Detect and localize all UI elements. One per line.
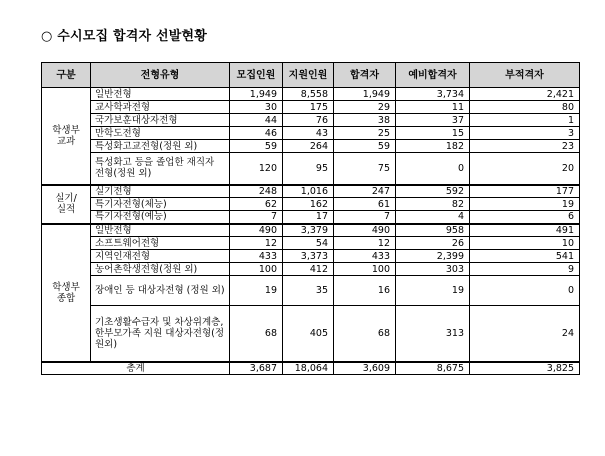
- value-cell: 412: [283, 263, 334, 276]
- admission-type-cell: 기초생활수급자 및 차상위계층, 한부모가족 지원 대상자전형(정원외): [91, 306, 230, 362]
- column-header: 구분: [42, 63, 91, 88]
- admission-type-cell: 특성화고 등을 졸업한 재직자 전형(정원 외): [91, 153, 230, 185]
- value-cell: 59: [230, 140, 283, 153]
- table-row: [42, 237, 580, 250]
- table-row: [42, 140, 580, 153]
- value-cell: 3: [470, 127, 580, 140]
- value-cell: 490: [334, 224, 396, 237]
- value-cell: 303: [396, 263, 470, 276]
- value-cell: 6: [470, 211, 580, 224]
- value-cell: 313: [396, 306, 470, 362]
- value-cell: 24: [470, 306, 580, 362]
- selection-status-table: [41, 62, 580, 375]
- value-cell: 100: [230, 263, 283, 276]
- total-row: [42, 362, 580, 375]
- value-cell: 490: [230, 224, 283, 237]
- value-cell: 16: [334, 276, 396, 306]
- value-cell: 4: [396, 211, 470, 224]
- group-label: 학생부 교과: [42, 88, 91, 185]
- value-cell: 3,373: [283, 250, 334, 263]
- table-row: [42, 198, 580, 211]
- value-cell: 175: [283, 101, 334, 114]
- value-cell: 68: [230, 306, 283, 362]
- value-cell: 23: [470, 140, 580, 153]
- value-cell: 30: [230, 101, 283, 114]
- value-cell: 12: [230, 237, 283, 250]
- column-header: 지원인원: [283, 63, 334, 88]
- value-cell: 541: [470, 250, 580, 263]
- table-header-row: [42, 63, 580, 88]
- value-cell: 80: [470, 101, 580, 114]
- admission-type-cell: 일반전형: [91, 88, 230, 101]
- value-cell: 247: [334, 185, 396, 198]
- value-cell: 592: [396, 185, 470, 198]
- value-cell: 162: [283, 198, 334, 211]
- table-row: [42, 185, 580, 198]
- value-cell: 35: [283, 276, 334, 306]
- group-label: 실기/ 실적: [42, 185, 91, 224]
- admission-type-cell: 실기전형: [91, 185, 230, 198]
- value-cell: 25: [334, 127, 396, 140]
- value-cell: 75: [334, 153, 396, 185]
- value-cell: 100: [334, 263, 396, 276]
- value-cell: 491: [470, 224, 580, 237]
- table-row: [42, 263, 580, 276]
- value-cell: 958: [396, 224, 470, 237]
- value-cell: 95: [283, 153, 334, 185]
- value-cell: 248: [230, 185, 283, 198]
- group-label: 학생부 종합: [42, 224, 91, 362]
- value-cell: 3,734: [396, 88, 470, 101]
- value-cell: 0: [470, 276, 580, 306]
- value-cell: 1,949: [230, 88, 283, 101]
- value-cell: 19: [230, 276, 283, 306]
- value-cell: 1,949: [334, 88, 396, 101]
- admission-type-cell: 특성화고교전형(정원 외): [91, 140, 230, 153]
- column-header: 모집인원: [230, 63, 283, 88]
- table-row: [42, 153, 580, 185]
- value-cell: 120: [230, 153, 283, 185]
- value-cell: 2,399: [396, 250, 470, 263]
- admission-type-cell: 지역인재전형: [91, 250, 230, 263]
- value-cell: 12: [334, 237, 396, 250]
- value-cell: 433: [230, 250, 283, 263]
- column-header: 부적격자: [470, 63, 580, 88]
- value-cell: 20: [470, 153, 580, 185]
- value-cell: 19: [470, 198, 580, 211]
- value-cell: 59: [334, 140, 396, 153]
- value-cell: 405: [283, 306, 334, 362]
- total-value-cell: 8,675: [396, 362, 470, 375]
- table-row: [42, 114, 580, 127]
- value-cell: 2,421: [470, 88, 580, 101]
- admission-type-cell: 교사학과전형: [91, 101, 230, 114]
- value-cell: 1: [470, 114, 580, 127]
- page-title: ○ 수시모집 합격자 선발현황: [41, 29, 208, 44]
- admission-type-cell: 특기자전형(예능): [91, 211, 230, 224]
- total-value-cell: 3,687: [230, 362, 283, 375]
- value-cell: 61: [334, 198, 396, 211]
- value-cell: 433: [334, 250, 396, 263]
- table-row: [42, 88, 580, 101]
- value-cell: 76: [283, 114, 334, 127]
- column-header: 전형유형: [91, 63, 230, 88]
- value-cell: 7: [334, 211, 396, 224]
- total-value-cell: 18,064: [283, 362, 334, 375]
- total-value-cell: 3,825: [470, 362, 580, 375]
- table-row: [42, 211, 580, 224]
- value-cell: 11: [396, 101, 470, 114]
- value-cell: 15: [396, 127, 470, 140]
- admission-type-cell: 소프트웨어전형: [91, 237, 230, 250]
- table-row: [42, 250, 580, 263]
- value-cell: 19: [396, 276, 470, 306]
- value-cell: 182: [396, 140, 470, 153]
- value-cell: 264: [283, 140, 334, 153]
- value-cell: 8,558: [283, 88, 334, 101]
- value-cell: 82: [396, 198, 470, 211]
- value-cell: 1,016: [283, 185, 334, 198]
- admission-type-cell: 국가보훈대상자전형: [91, 114, 230, 127]
- table-row: [42, 306, 580, 362]
- total-value-cell: 3,609: [334, 362, 396, 375]
- total-label: 총계: [42, 362, 230, 375]
- admission-type-cell: 농어촌학생전형(정원 외): [91, 263, 230, 276]
- value-cell: 17: [283, 211, 334, 224]
- value-cell: 46: [230, 127, 283, 140]
- value-cell: 26: [396, 237, 470, 250]
- table-row: [42, 276, 580, 306]
- value-cell: 37: [396, 114, 470, 127]
- value-cell: 0: [396, 153, 470, 185]
- admission-type-cell: 일반전형: [91, 224, 230, 237]
- column-header: 예비합격자: [396, 63, 470, 88]
- value-cell: 44: [230, 114, 283, 127]
- value-cell: 43: [283, 127, 334, 140]
- admission-type-cell: 만학도전형: [91, 127, 230, 140]
- table-row: [42, 224, 580, 237]
- value-cell: 177: [470, 185, 580, 198]
- value-cell: 54: [283, 237, 334, 250]
- value-cell: 10: [470, 237, 580, 250]
- value-cell: 68: [334, 306, 396, 362]
- value-cell: 3,379: [283, 224, 334, 237]
- value-cell: 29: [334, 101, 396, 114]
- value-cell: 38: [334, 114, 396, 127]
- admission-type-cell: 장애인 등 대상자전형 (정원 외): [91, 276, 230, 306]
- table-row: [42, 127, 580, 140]
- value-cell: 62: [230, 198, 283, 211]
- value-cell: 9: [470, 263, 580, 276]
- table-row: [42, 101, 580, 114]
- value-cell: 7: [230, 211, 283, 224]
- admission-type-cell: 특기자전형(체능): [91, 198, 230, 211]
- column-header: 합격자: [334, 63, 396, 88]
